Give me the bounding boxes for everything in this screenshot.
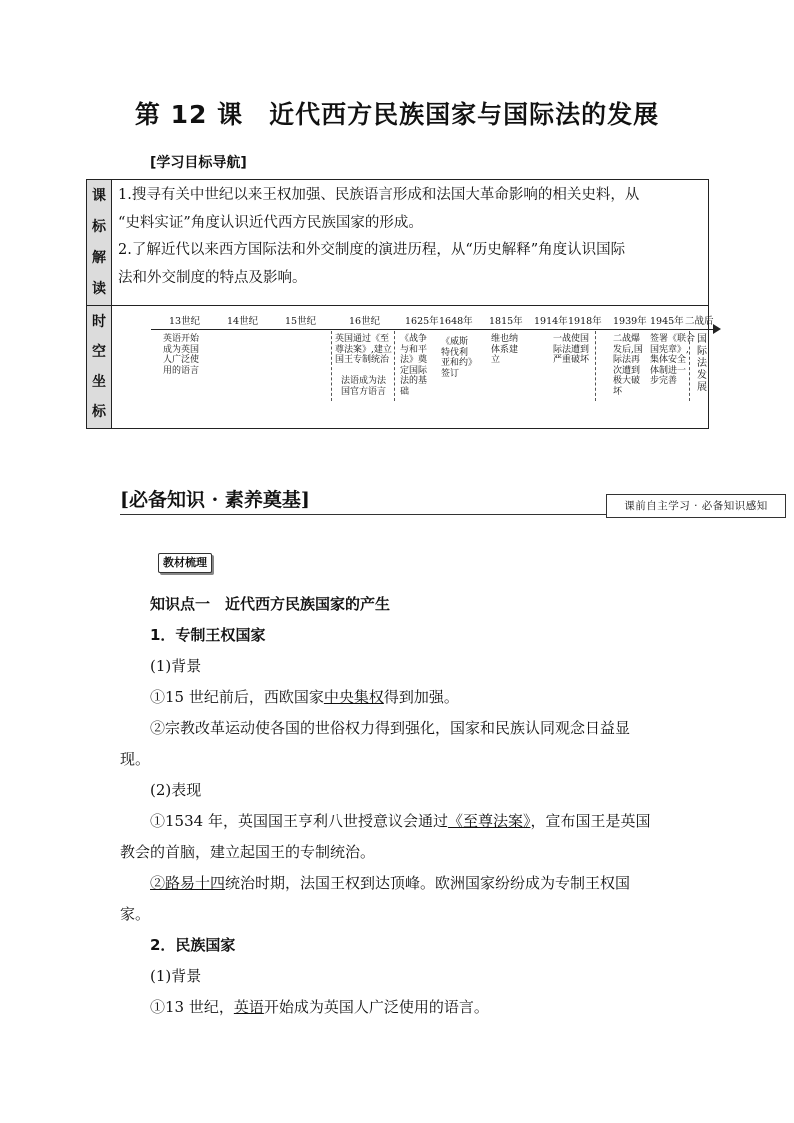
side-char: 空 xyxy=(92,344,106,360)
event-line: 国 xyxy=(697,334,707,345)
event-line: 法 xyxy=(697,358,707,369)
body-content xyxy=(120,589,676,1023)
event-line: 亚和约》 xyxy=(441,358,478,368)
event-line: 签订 xyxy=(441,368,460,379)
timeline-axis xyxy=(151,329,717,330)
timeline-event xyxy=(491,334,518,366)
page-title: 第 12 课 近代西方民族国家与国际法的发展 xyxy=(134,100,660,129)
paragraph xyxy=(120,992,676,1023)
section-heading: [必备知识 · 素养奠基] xyxy=(120,489,310,511)
timeline-year: 1815年 xyxy=(489,316,523,327)
goal-line: 法和外交制度的特点及影响。 xyxy=(118,269,307,286)
goals-side-label xyxy=(87,180,112,306)
timeline-side-label xyxy=(87,306,112,429)
event-line: 二战爆 xyxy=(613,334,641,344)
study-goal-nav-label: [学习目标导航] xyxy=(150,155,247,171)
event-line: 尊法案》,建立 xyxy=(335,344,392,355)
event-line: 立 xyxy=(491,355,501,365)
text: 统治时期，法国王权到达顶峰。欧洲国家纷纷成为专制王权国 xyxy=(225,874,631,892)
timeline-arrow-icon xyxy=(713,324,721,334)
side-char: 时 xyxy=(92,314,106,330)
timeline-year: 15世纪 xyxy=(285,316,317,327)
event-line: 特伐利 xyxy=(441,347,469,358)
event-line: 展 xyxy=(697,382,707,393)
goals-content xyxy=(112,180,709,306)
event-line: 定国际 xyxy=(400,365,428,376)
timeline-year: 1918年 xyxy=(568,316,602,327)
event-line: 国官方语言 xyxy=(341,386,387,397)
event-line: 极大破 xyxy=(613,376,641,386)
timeline-year: 13世纪 xyxy=(169,316,201,327)
timeline-event xyxy=(650,334,695,387)
study-goals-table xyxy=(86,179,714,429)
event-line: 发后,国 xyxy=(613,344,643,355)
subheading: 1．专制王权国家 xyxy=(150,626,266,644)
event-line: 与和平 xyxy=(400,344,428,355)
event-line: 法》奠 xyxy=(400,355,428,365)
timeline-event xyxy=(341,376,386,397)
underlined-term: ②路易十四 xyxy=(150,874,226,892)
event-line: 际法再 xyxy=(613,355,641,365)
timeline-event xyxy=(335,334,392,366)
paragraph xyxy=(120,806,676,837)
event-line: 集体安全 xyxy=(650,355,687,365)
event-line: 签署《联合 xyxy=(650,334,696,344)
paragraph: 现。 xyxy=(120,750,151,768)
side-char: 课 xyxy=(92,188,106,205)
timeline-event xyxy=(613,334,643,397)
event-line: 国王专制统治 xyxy=(335,355,390,365)
goals-row xyxy=(87,180,709,306)
event-line: 成为英国 xyxy=(163,344,200,355)
section-divider xyxy=(120,514,606,515)
event-line: 用的语言 xyxy=(163,365,200,376)
timeline-year: 二战后 xyxy=(685,316,714,327)
timeline-year: 1939年 xyxy=(613,316,647,327)
timeline-year: 16世纪 xyxy=(349,316,381,327)
event-line: 发 xyxy=(697,370,707,381)
event-line: 维也纳 xyxy=(491,334,519,344)
paragraph xyxy=(120,868,676,899)
side-char: 读 xyxy=(92,280,106,297)
text: ①1534 年，英国国王亨利八世授意议会通过 xyxy=(150,812,448,830)
timeline-event xyxy=(400,334,427,397)
timeline-row xyxy=(87,306,709,429)
subheading: (2)表现 xyxy=(150,781,202,799)
paragraph: ②宗教改革运动使各国的世俗权力得到强化，国家和民族认同观念日益显 xyxy=(150,719,631,737)
text: ①13 世纪， xyxy=(150,998,234,1016)
event-line: 英国通过《至 xyxy=(335,334,390,344)
side-char: 坐 xyxy=(92,374,106,390)
event-line: 体制进一 xyxy=(650,365,687,376)
event-line: 人广泛使 xyxy=(163,355,200,365)
side-char: 标 xyxy=(92,219,106,236)
paragraph: 家。 xyxy=(120,905,151,923)
event-line: 次遭到 xyxy=(613,365,641,376)
textbook-outline-badge: 教材梳理 xyxy=(158,553,212,573)
text: 开始成为英国人广泛使用的语言。 xyxy=(263,998,489,1016)
subheading: (1)背景 xyxy=(150,657,202,675)
timeline-divider xyxy=(595,331,596,401)
side-char: 解 xyxy=(92,249,106,266)
event-line: 《战争 xyxy=(400,334,428,344)
event-line: 国宪章》, xyxy=(650,344,689,355)
timeline xyxy=(113,307,714,423)
underlined-term: 中央集权 xyxy=(323,688,384,706)
paragraph: 教会的首脑，建立起国王的专制统治。 xyxy=(120,843,376,861)
timeline-event xyxy=(697,334,707,394)
underlined-term: 英语 xyxy=(233,998,264,1016)
event-line: 际 xyxy=(697,346,707,357)
event-line: 严重破坏 xyxy=(553,355,590,365)
knowledge-point-heading: 知识点一 近代西方民族国家的产生 xyxy=(150,595,391,613)
event-line: 英语开始 xyxy=(163,334,200,344)
paragraph xyxy=(120,682,676,713)
timeline-year: 1625年 xyxy=(405,316,439,327)
timeline-event xyxy=(163,334,199,376)
event-line: 体系建 xyxy=(491,344,519,355)
timeline-cell xyxy=(112,306,714,429)
text: ，宣布国王是英国 xyxy=(530,812,651,830)
underlined-term: 《至尊法案》 xyxy=(447,812,531,830)
goal-line: 1.搜寻有关中世纪以来王权加强、民族语言形成和法国大革命影响的相关史料，从 xyxy=(118,187,640,203)
side-char: 标 xyxy=(92,404,106,420)
timeline-divider xyxy=(394,331,395,401)
event-line: 法的基 xyxy=(400,376,428,386)
event-line: 一战使国 xyxy=(553,334,590,344)
goal-line: “史料实证”角度认识近代西方民族国家的形成。 xyxy=(118,214,423,231)
event-line: 法语成为法 xyxy=(341,376,387,386)
timeline-year: 1914年 xyxy=(534,316,568,327)
event-line: 际法遭到 xyxy=(553,344,590,355)
event-line: 步完善 xyxy=(650,376,678,386)
event-line: 础 xyxy=(400,386,410,397)
subheading: 2．民族国家 xyxy=(150,936,236,954)
event-line: 坏 xyxy=(613,386,623,397)
section-tag: 课前自主学习 · 必备知识感知 xyxy=(606,494,786,518)
subheading: (1)背景 xyxy=(150,967,202,985)
timeline-divider xyxy=(331,331,332,401)
goal-line: 2.了解近代以来西方国际法和外交制度的演进历程，从“历史解释”角度认识国际 xyxy=(118,242,626,258)
timeline-year: 14世纪 xyxy=(227,316,259,327)
event-line: 《威斯 xyxy=(441,337,469,347)
timeline-event xyxy=(553,334,589,366)
timeline-year: 1945年 xyxy=(650,316,684,327)
timeline-event xyxy=(441,337,477,379)
text: ①15 世纪前后，西欧国家 xyxy=(150,688,324,706)
text: 得到加强。 xyxy=(383,688,459,706)
timeline-year: 1648年 xyxy=(439,316,473,327)
